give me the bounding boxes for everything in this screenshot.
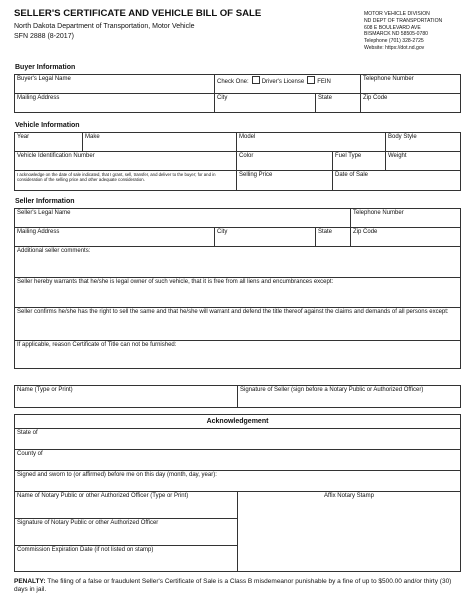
- notary-signature-field[interactable]: [15, 519, 238, 546]
- seller-legal-name-field[interactable]: [15, 209, 351, 228]
- field-label: Make: [85, 134, 100, 140]
- field-label: Telephone Number: [363, 76, 414, 82]
- vehicle-body-style-field[interactable]: [386, 133, 461, 152]
- date-of-sale-field[interactable]: [333, 171, 461, 191]
- notary-stamp-area[interactable]: [238, 492, 461, 572]
- agency-line: ND DEPT OF TRANSPORTATION: [364, 17, 443, 24]
- field-label: Selling Price: [239, 172, 273, 178]
- penalty-label: PENALTY:: [14, 578, 46, 585]
- field-label: Model: [239, 134, 256, 140]
- field-label: Telephone Number: [353, 210, 404, 216]
- buyer-table: [14, 74, 461, 113]
- field-label: Signature of Seller (sign before a Notary Public or Authorized Officer): [240, 387, 424, 393]
- field-label: City: [217, 229, 228, 235]
- vehicle-model-field[interactable]: [237, 133, 386, 152]
- seller-signature-table: [14, 385, 461, 408]
- field-label: Mailing Address: [17, 95, 60, 101]
- agency-line: MOTOR VEHICLE DIVISION: [364, 11, 430, 17]
- commission-expiration-field[interactable]: [15, 546, 238, 572]
- notary-name-field[interactable]: [15, 492, 238, 519]
- field-label: Signed and sworn to (or affirmed) before me on this day (month, day, year):: [17, 472, 217, 478]
- field-label: State: [318, 95, 333, 101]
- form-number: SFN 2888 (8-2017): [14, 33, 74, 40]
- field-label: Seller's Legal Name: [17, 210, 71, 216]
- drivers-license-checkbox[interactable]: [252, 76, 260, 84]
- seller-printed-name-field[interactable]: [15, 386, 238, 408]
- penalty-text: The filing of a false or fraudulent Seller's Certificate of Sale is a Class B misdemeanor punishable by a fine of up to $500.00 and/or thirty (30) days in jail.: [14, 578, 452, 594]
- vehicle-weight-field[interactable]: [386, 152, 461, 171]
- drivers-license-label: Driver's License: [261, 79, 305, 85]
- check-one-label: Check One:: [217, 79, 249, 85]
- vehicle-table: [14, 132, 461, 191]
- county-of-field[interactable]: [15, 450, 461, 471]
- buyer-legal-name-field[interactable]: [15, 75, 215, 94]
- vehicle-fuel-type-field[interactable]: [333, 152, 386, 171]
- department-name: North Dakota Department of Transportation, Motor Vehicle: [14, 23, 195, 30]
- state-of-field[interactable]: [15, 429, 461, 450]
- title-reason-field[interactable]: [15, 341, 461, 369]
- field-label: Name (Type or Print): [17, 387, 73, 393]
- acknowledgement-heading: Acknowledgement: [15, 415, 461, 429]
- field-label: Name of Notary Public or other Authorized Officer (Type or Print): [17, 493, 189, 499]
- field-label: Body Style: [388, 134, 417, 140]
- buyer-mailing-address-field[interactable]: [15, 94, 215, 113]
- agency-line: BISMARCK ND 58505-0780: [364, 31, 428, 38]
- agency-address: [364, 11, 442, 52]
- field-label: Mailing Address: [17, 229, 60, 235]
- agency-line: Website: https://dot.nd.gov: [364, 44, 425, 51]
- agency-line: 608 E BOULEVARD AVE: [364, 24, 421, 31]
- buyer-section-heading: Buyer Information: [15, 64, 76, 71]
- agency-line: Telephone (701) 328-2725: [364, 38, 424, 45]
- seller-signature-field[interactable]: [238, 386, 461, 408]
- seller-zip-field[interactable]: [351, 228, 461, 247]
- field-label: City: [217, 95, 228, 101]
- field-label: Date of Sale: [335, 172, 369, 178]
- field-label: Buyer's Legal Name: [17, 76, 71, 82]
- field-label: Zip Code: [363, 95, 388, 101]
- vehicle-make-field[interactable]: [83, 133, 237, 152]
- buyer-telephone-field[interactable]: [361, 75, 461, 94]
- fein-checkbox[interactable]: [307, 76, 315, 84]
- field-label: Seller hereby warrants that he/she is legal owner of such vehicle, that it is free from all liens and encumbrances except:: [17, 279, 334, 285]
- field-label: Weight: [388, 153, 407, 159]
- vehicle-year-field[interactable]: [15, 133, 83, 152]
- buyer-id-type-field: [215, 75, 361, 94]
- sale-acknowledgement-text: I acknowledge on the date of sale indicated, that I grant, sell, transfer, and deliver to the buyer; for and in consideration of the selling price and other adequate consideration.: [15, 171, 237, 191]
- field-label: State of: [17, 430, 38, 436]
- field-label: Signature of Notary Public or other Authorized Officer: [17, 520, 159, 526]
- seller-comments-field[interactable]: [15, 247, 461, 278]
- liens-field[interactable]: [15, 278, 461, 308]
- title-defense-field[interactable]: [15, 308, 461, 341]
- field-label: Seller confirms he/she has the right to sell the same and that he/she will warrant and defend the title thereof against the claims and demands of all persons except:: [17, 309, 449, 315]
- field-label: Commission Expiration Date (if not listed on stamp): [17, 547, 154, 553]
- field-label: County of: [17, 451, 43, 457]
- buyer-zip-field[interactable]: [361, 94, 461, 113]
- vehicle-section-heading: Vehicle Information: [15, 122, 80, 129]
- fein-label: FEIN: [317, 79, 331, 85]
- form-title: SELLER'S CERTIFICATE AND VEHICLE BILL OF SALE: [14, 8, 262, 19]
- seller-table: [14, 208, 461, 369]
- field-label: Vehicle Identification Number: [17, 153, 95, 159]
- seller-city-field[interactable]: [215, 228, 316, 247]
- penalty-notice: [14, 578, 460, 594]
- field-label: State: [318, 229, 333, 235]
- selling-price-field[interactable]: [237, 171, 333, 191]
- field-label: If applicable, reason Certificate of Title can not be furnished:: [17, 342, 177, 348]
- seller-mailing-address-field[interactable]: [15, 228, 215, 247]
- vehicle-color-field[interactable]: [237, 152, 333, 171]
- field-label: Year: [17, 134, 30, 140]
- field-label: Fuel Type: [335, 153, 362, 159]
- buyer-state-field[interactable]: [316, 94, 361, 113]
- stamp-label: Affix Notary Stamp: [324, 493, 374, 499]
- vin-field[interactable]: [15, 152, 237, 171]
- sworn-date-field[interactable]: [15, 471, 461, 492]
- field-label: Additional seller comments:: [17, 248, 91, 254]
- field-label: Color: [239, 153, 254, 159]
- seller-state-field[interactable]: [316, 228, 351, 247]
- acknowledgement-table: [14, 414, 461, 572]
- field-label: Zip Code: [353, 229, 378, 235]
- buyer-city-field[interactable]: [215, 94, 316, 113]
- seller-telephone-field[interactable]: [351, 209, 461, 228]
- seller-section-heading: Seller Information: [15, 198, 75, 205]
